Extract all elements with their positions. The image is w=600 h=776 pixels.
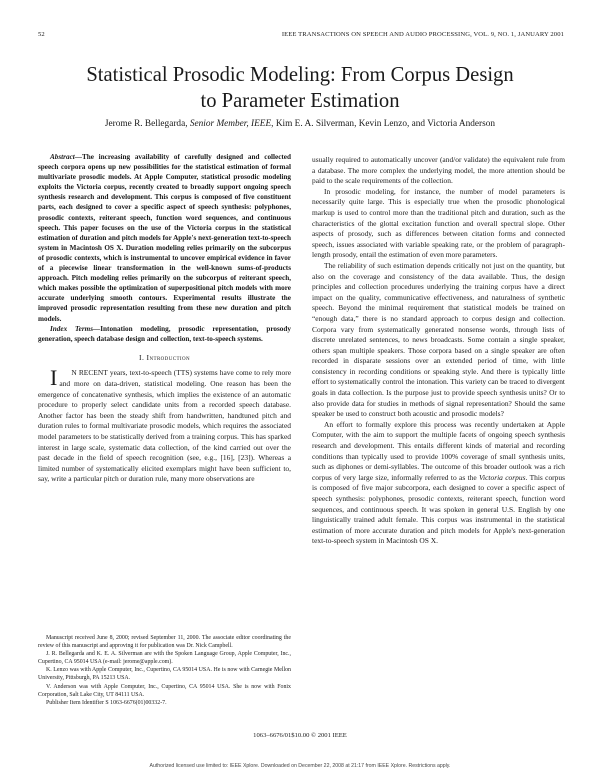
first-author: Jerome R. Bellegarda, bbox=[104, 119, 190, 129]
footnote-anderson: V. Anderson was with Apple Computer, Inc., Cupertino, CA 95014 USA. She is now with Fonix Corporation, Salt Lake City, UT 84111 USA. bbox=[38, 683, 291, 698]
intro-text: years, text-to-speech (TTS) systems have come to rely more and more on data-driven, statistical modeling. One reason has been the emergence of concatenative synthesis, which implies the existence of an automatic procedure to properly select candidate units from a recorded speech database. Another factor has been the steady shift from handwritten, handtuned pitch and duration rules to formal multivariate prosodic models, which requires the associated model parameters to be statistically derived from a training corpus. This has sparked interest in large scale, systematic data collection, of the kind carried out over the past decade in the field of speech recognition (see, e.g., [16], [23]). Whereas a limited number of systematically elicited exemplars might have been sufficient to, say, write a particular pitch or duration rule, many more observations are bbox=[38, 368, 292, 484]
paragraph-4-start: An effort to formally explore this process was recently undertaken at Apple Computer, with the aim to support the multiple facets of ongoing speech synthesis research and development. This entails different kinds of material and recording conditions than typically used to provide 100% coverage of small synthesis units, such as diphones or demi-syllables. The outcome of this broader outlook was a rich corpus of very large size, informally referred to as the bbox=[312, 419, 565, 482]
drop-cap: I bbox=[50, 365, 58, 391]
first-author-title: Senior Member, IEEE bbox=[189, 119, 272, 129]
license-notice: Authorized licensed use limited to: IEEE Xplore. Downloaded on December 22, 2008 at 21:17 from IEEE Xplore. Restrictions apply. bbox=[149, 763, 451, 769]
victoria-corpus-term: Victoria corpus bbox=[479, 472, 526, 482]
copyright-line: 1063–6676/01$10.00 © 2001 IEEE bbox=[253, 732, 347, 739]
author-list bbox=[30, 119, 570, 129]
index-terms-lead: Index Terms— bbox=[50, 324, 101, 333]
paragraph-4-end: . This corpus is composed of five major subcorpora, each designed to cover a specific aspect of speech synthesis: polyphones, prosodic contexts, reiterant speech, function word sequences, and continuous speech. It was spoken in general U.S. English by one linguistically trained adult female. This corpus was instrumental in the statistical estimation of more accurate duration and pitch models for Apple's next-generation text-to-speech system in Macintosh OS X. bbox=[312, 472, 565, 546]
abstract-text: The increasing availability of carefully designed and collected speech corpora opens up new possibilities for the statistical estimation of formal multivariate prosodic models. At Apple Computer, statistical prosodic modeling exploits the Victoria corpus, recently created to broadly support ongoing speech synthesis research and development. This corpus is composed of five constituent parts, each designed to cover a specific aspect of speech synthesis: polyphones, prosodic contexts, reiterant speech, function word sequences, and continuous speech. This paper focuses on the use of the Victoria corpus in the statistical estimation of duration and pitch models for Apple's next-generation text-to-speech system in Macintosh OS X. Duration modeling relies primarily on the subcorpus of prosodic contexts, which is instrumental to uncover empirical evidence in favor of a piecewise linear transformation in the well-known sums-of-products approach. Pitch modeling relies primarily on the subcorpus of reiterant speech, which makes possible the optimization of superpositional pitch models with more accurate underlying smooth contours. Experimental results illustrate the improved prosodic representation resulting from these new duration and pitch models. bbox=[38, 153, 291, 323]
paragraph-1: usually required to automatically uncover (and/or validate) the equivalent rule from a database. The more complex the underlying model, the more attention should be paid to the scale requirements of the collection. bbox=[312, 155, 565, 186]
title-line-1: Statistical Prosodic Modeling: From Corpus Design bbox=[86, 64, 514, 86]
section-heading bbox=[38, 353, 291, 364]
footnote-publisher-id: Publisher Item Identifier S 1063-6676(01)00332-7. bbox=[46, 699, 167, 706]
other-authors: , Kim E. A. Silverman, Kevin Lenzo, and Victoria Anderson bbox=[271, 119, 496, 129]
footnote-manuscript: Manuscript received June 8, 2000; revised September 11, 2000. The associate editor coordinating the review of this manuscript and approving it for publication was Dr. Nick Campbell. bbox=[38, 635, 291, 650]
footnote-lenzo: K. Lenzo was with Apple Computer, Inc., Cupertino, CA 95014 USA. He is now with Carnegie Mellon University, Pittsburgh, PA 15213 USA. bbox=[38, 667, 291, 682]
index-terms bbox=[38, 324, 291, 344]
index-terms-text: Intonation modeling, prosodic representation, prosody generation, speech database design and collection, text-to-speech systems. bbox=[38, 324, 291, 343]
left-column bbox=[38, 152, 291, 485]
abstract-lead: Abstract— bbox=[50, 153, 82, 161]
right-column bbox=[312, 155, 565, 547]
journal-name: IEEE TRANSACTIONS ON SPEECH AND AUDIO PROCESSING, VOL. 9, NO. 1, JANUARY 2001 bbox=[281, 31, 564, 38]
running-header bbox=[38, 31, 564, 43]
paragraph-2: In prosodic modeling, for instance, the number of model parameters is necessarily quite large. This is especially true when the prosodic phonological markup is used to control more than the traditional pitch and duration, such as the characteristics of the glottal excitation function and overall spectral slope. Other aspects of prosody, such as differences between citation forms and connected speech, issues associated with variable speaking rate, or the problem of paragraph-length prosody, entail the estimation of even more parameters. bbox=[312, 186, 565, 260]
footnote-bellegarda: J. R. Bellegarda and K. E. A. Silverman are with the Spoken Language Group, Apple Computer, Inc., Cupertino, CA 95014 USA (e-mail: jerome@apple.com). bbox=[38, 651, 291, 666]
title-line-2: to Parameter Estimation bbox=[200, 90, 400, 112]
paper-title bbox=[40, 62, 560, 114]
section-title: Introduction bbox=[146, 352, 190, 362]
intro-smallcaps: N RECENT bbox=[71, 368, 108, 378]
abstract bbox=[38, 152, 291, 324]
paragraph-4 bbox=[312, 420, 565, 547]
page-number: 52 bbox=[38, 31, 45, 38]
footnotes bbox=[38, 634, 291, 707]
section-number: I. bbox=[139, 352, 147, 362]
paragraph-3: The reliability of such estimation depends critically not just on the quantity, but also on the coverage and consistency of the data available. Thus, the design principles and collection procedures underlying the training corpus have a direct impact on the quality, communicative effectiveness, and naturalness of synthetic speech. Beyond the minimal requirement that statistical models be trained on “enough data,” there is no standard approach to corpus design and collection. Corpora vary from systematically generated nonsense words, through lists of discrete unrelated sentences, to news broadcasts. Some contain a single speaker, others span multiple speakers. Those corpora based on a single speaker are often recorded in disparate sessions over an extended period of time, with little consistency in recording conditions or speaking style. And there is typically little effort to systematically control the intonation. This variety can be traced to divergent goals in data collection. Is the purpose just to provide speech synthesis units? Or to also provide data for studies in methods of signal representation? Should the same speaker be used to construct both acoustic and prosodic models? bbox=[312, 260, 565, 419]
intro-paragraph bbox=[38, 365, 292, 485]
